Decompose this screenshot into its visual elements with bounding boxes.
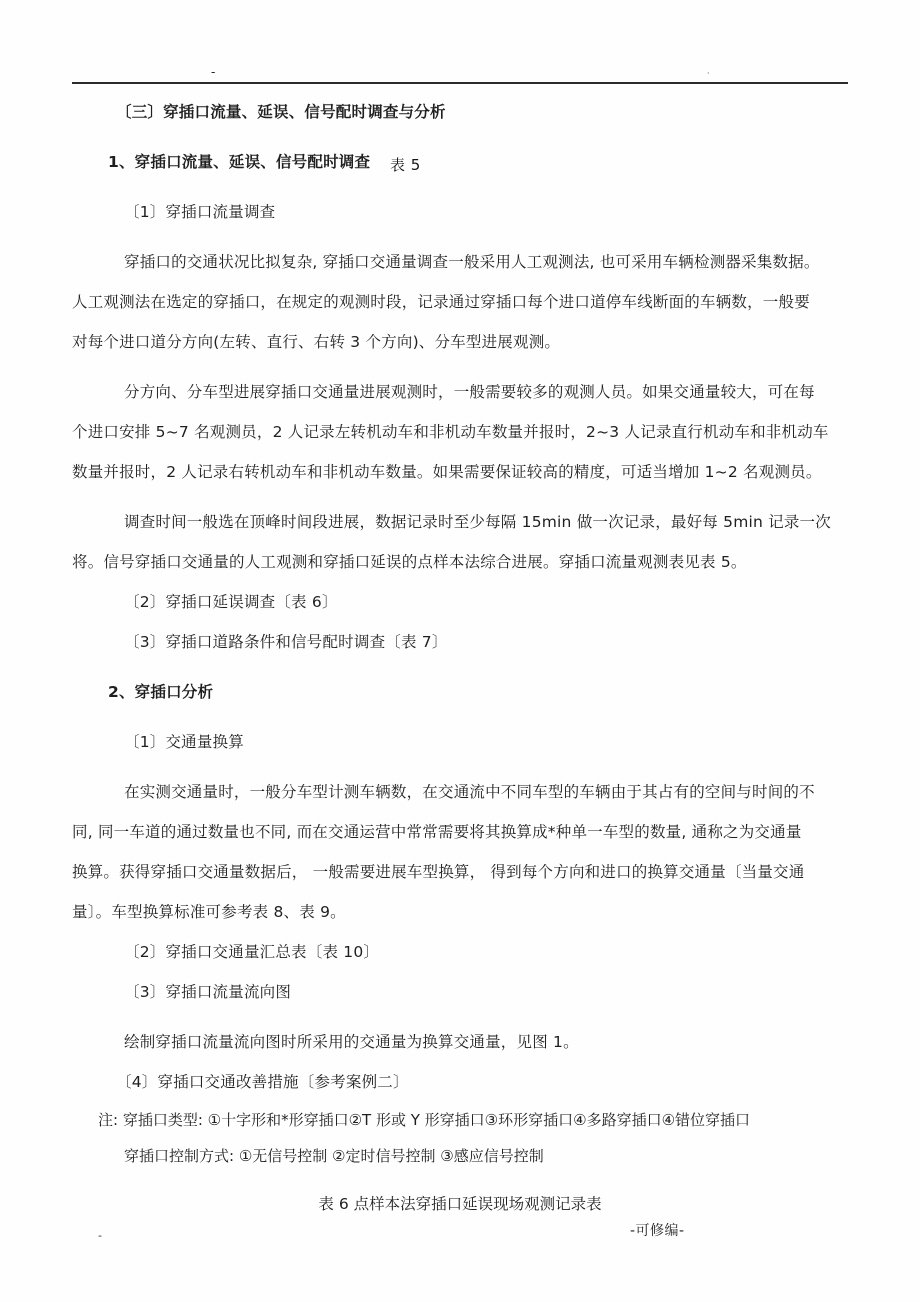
spacer	[72, 712, 848, 722]
spacer	[72, 492, 848, 502]
paragraph-2-line-1: 分方向、分车型进展穿插口交通量进展观测时，一般需要较多的观测人员。如果交通量较大，可在每	[124, 383, 815, 401]
item-2-1: 〔1〕交通量换算	[124, 733, 244, 751]
paragraph-2-line-2: 个进口安排 5~7 名观测员，2 人记录左转机动车和非机动车数量并报时，2~3 人记录直行机动车和非机动车	[72, 423, 829, 441]
subheading-1-group	[72, 142, 848, 182]
note-line-2: 穿插口控制方式: ①无信号控制 ②定时信号控制 ③感应信号控制	[124, 1147, 544, 1165]
footer-left-mark: -	[98, 1229, 102, 1242]
paragraph-4-line-2: 同, 同一车道的通过数量也不同, 而在交通运营中常常需要将其换算成*种单一车型的数量, 通称之为交通量	[72, 823, 802, 841]
paragraph-5-line-1: 绘制穿插口流量流向图时所采用的交通量为换算交通量，见图 1。	[124, 1033, 579, 1051]
subheading-1: 1、穿插口流量、延误、信号配时调查	[108, 153, 371, 171]
item-2-2: 〔2〕穿插口交通量汇总表〔表 10〕	[124, 943, 380, 961]
item-2-3: 〔3〕穿插口流量流向图	[124, 983, 292, 1001]
paragraph-4-line-3: 换算。获得穿插口交通量数据后， 一般需要进展车型换算， 得到每个方向和进口的换算交通量〔当量交通	[72, 863, 805, 881]
header-right-mark: ·	[707, 69, 710, 78]
item-1-1: 〔1〕穿插口流量调查	[124, 203, 276, 221]
subheading-2: 2、穿插口分析	[108, 683, 214, 701]
item-2-4: 〔4〕穿插口交通改善措施〔参考案例二〕	[116, 1073, 409, 1091]
item-1-2: 〔2〕穿插口延误调查〔表 6〕	[124, 593, 338, 611]
item-1-3: 〔3〕穿插口道路条件和信号配时调查〔表 7〕	[124, 633, 448, 651]
header-left-mark: -	[211, 65, 216, 79]
document-body	[72, 92, 848, 1224]
spacer	[72, 232, 848, 242]
paragraph-2-line-3: 数量并报时，2 人记录右转机动车和非机动车数量。如果需要保证较高的精度，可适当增加 1~2 名观测员。	[72, 463, 822, 481]
page-header	[0, 0, 920, 86]
paragraph-1-line-2: 人工观测法在选定的穿插口，在规定的观测时段，记录通过穿插口每个进口道停车线断面的车辆数，一般要	[72, 293, 810, 311]
overlap-stamp-table5: 表 5	[390, 156, 421, 174]
paragraph-4-line-1: 在实测交通量时，一般分车型计测车辆数，在交通流中不同车型的车辆由于其占有的空间与时间的不	[124, 783, 815, 801]
spacer	[72, 362, 848, 372]
spacer	[72, 1012, 848, 1022]
paragraph-3-line-2: 将。信号穿插口交通量的人工观测和穿插口延误的点样本法综合进展。穿插口流量观测表见表 5。	[72, 553, 747, 571]
spacer	[72, 762, 848, 772]
page-footer	[0, 1222, 920, 1262]
paragraph-4-line-4: 量〕。车型换算标准可参考表 8、表 9。	[72, 903, 346, 921]
section-heading: 〔三〕穿插口流量、延误、信号配时调查与分析	[116, 103, 446, 121]
spacer	[72, 1174, 848, 1184]
paragraph-1-line-1: 穿插口的交通状况比拟复杂, 穿插口交通量调查一般采用人工观测法, 也可采用车辆检测器采集数据。	[124, 253, 820, 271]
spacer	[72, 132, 848, 142]
table-caption: 表 6 点样本法穿插口延误现场观测记录表	[318, 1195, 602, 1213]
note-line-1: 注: 穿插口类型: ①十字形和*形穿插口②T 形或 Y 形穿插口③环形穿插口④多路穿插口④错位穿插口	[98, 1111, 751, 1129]
header-divider-rule	[72, 82, 848, 84]
paragraph-3-line-1: 调查时间一般选在顶峰时间段进展，数据记录时至少每隔 15min 做一次记录，最好每 5min 记录一次	[124, 513, 831, 531]
paragraph-1-line-3: 对每个进口道分方向(左转、直行、右转 3 个方向)、分车型进展观测。	[72, 333, 561, 351]
footer-right-mark: -可修编-	[630, 1223, 685, 1239]
spacer	[72, 662, 848, 672]
spacer	[72, 182, 848, 192]
